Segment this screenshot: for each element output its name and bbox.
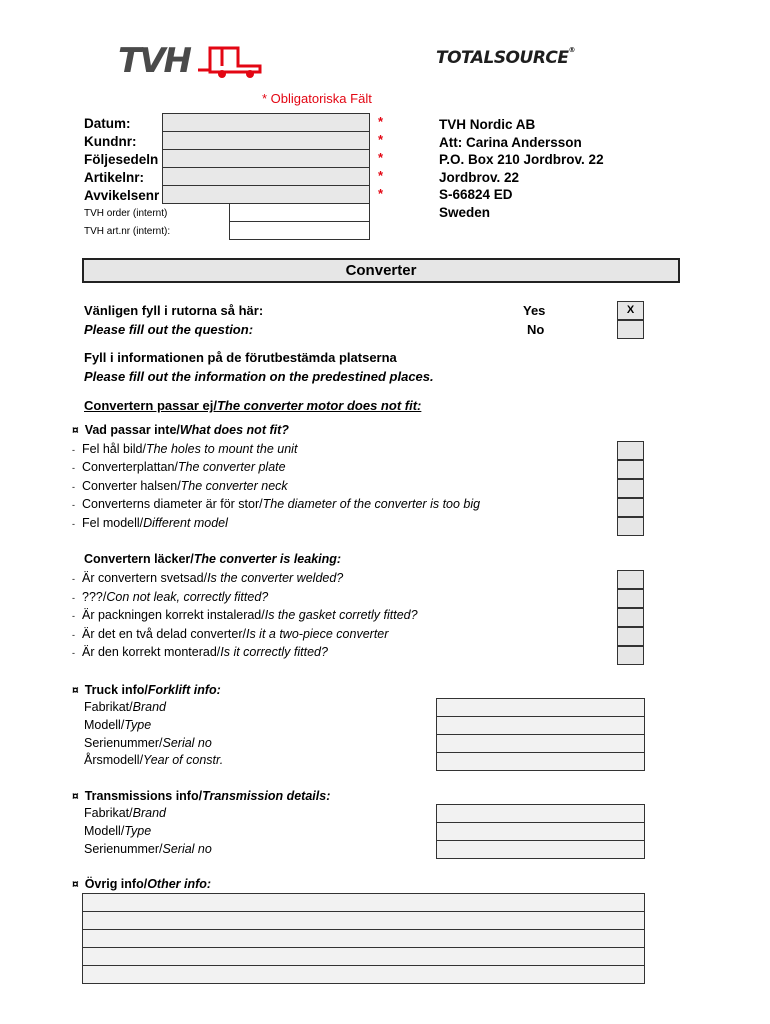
leaking-heading: Convertern läcker/The converter is leaking: — [84, 552, 342, 566]
address-line: Jordbrov. 22 — [439, 169, 520, 185]
label-datum: Datum: — [84, 116, 131, 131]
checkbox-model[interactable] — [617, 517, 644, 536]
required-star: * — [378, 168, 384, 183]
truck-year-field[interactable] — [436, 752, 645, 771]
artikelnr-field[interactable] — [162, 167, 370, 186]
label-tvh-artnr: TVH art.nr (internt): — [84, 226, 171, 237]
other-info-line[interactable] — [82, 929, 645, 948]
checkbox-mark: X — [626, 304, 635, 316]
list-item: - ???/Con not leak, correctly fitted? — [72, 590, 269, 604]
kundnr-field[interactable] — [162, 131, 370, 150]
truck-brand-field[interactable] — [436, 698, 645, 717]
yes-label: Yes — [523, 303, 546, 318]
other-info-line[interactable] — [82, 911, 645, 930]
address-block — [439, 116, 604, 222]
checkbox-plate[interactable] — [617, 460, 644, 479]
list-item: - Är den korrekt monterad/Is it correctly fitted? — [72, 645, 328, 659]
not-fit-heading: Convertern passar ej/The converter motor does not fit: — [84, 398, 422, 413]
info-instruction-sv: Fyll i informationen på de förutbestämda platserna — [84, 350, 397, 365]
truck-serial-field[interactable] — [436, 734, 645, 753]
required-star: * — [378, 114, 384, 129]
address-line: Sweden — [439, 204, 491, 220]
transmission-brand-label: Fabrikat/Brand — [84, 806, 166, 820]
checkbox-neck[interactable] — [617, 479, 644, 498]
foljesedeln-field[interactable] — [162, 149, 370, 168]
label-foljesedeln: Följesedeln — [84, 152, 159, 167]
checkbox-diameter[interactable] — [617, 498, 644, 517]
truck-type-label: Modell/Type — [84, 718, 152, 732]
tvh-order-field[interactable] — [229, 203, 370, 222]
bullet-icon: ¤ — [72, 789, 79, 803]
dash-icon: - — [72, 500, 75, 510]
list-item: - Är convertern svetsad/Is the converter welded? — [72, 571, 344, 585]
example-no-checkbox[interactable] — [617, 320, 644, 339]
required-star: * — [378, 150, 384, 165]
dash-icon: - — [72, 648, 75, 658]
section-title-banner: Converter — [82, 258, 680, 283]
checkbox-welded[interactable] — [617, 570, 644, 589]
dash-icon: - — [72, 519, 75, 529]
checkbox-not-leak[interactable] — [617, 589, 644, 608]
list-item: - Är det en två delad converter/Is it a two-piece converter — [72, 627, 389, 641]
transmission-type-label: Modell/Type — [84, 824, 152, 838]
datum-field[interactable] — [162, 113, 370, 132]
transmission-brand-field[interactable] — [436, 804, 645, 823]
dash-icon: - — [72, 445, 75, 455]
instruction-sv: Vänligen fyll i rutorna så här: — [84, 303, 264, 318]
list-item: - Fel modell/Different model — [72, 516, 228, 530]
required-star: * — [378, 132, 384, 147]
transmission-info-heading: ¤ Transmissions info/Transmission details: — [72, 789, 331, 803]
transmission-serial-field[interactable] — [436, 840, 645, 859]
bullet-icon: ¤ — [72, 683, 79, 697]
list-item: - Fel hål bild/The holes to mount the unit — [72, 442, 298, 456]
transmission-serial-label: Serienummer/Serial no — [84, 842, 212, 856]
checkbox-fitted[interactable] — [617, 646, 644, 665]
truck-brand-label: Fabrikat/Brand — [84, 700, 166, 714]
truck-year-label: Årsmodell/Year of constr. — [84, 753, 224, 767]
truck-type-field[interactable] — [436, 716, 645, 735]
not-fit-question: ¤ Vad passar inte/What does not fit? — [72, 423, 289, 437]
svg-text:TVH: TVH — [118, 41, 190, 80]
list-item: - Converterplattan/The converter plate — [72, 460, 286, 474]
tvh-logo — [118, 40, 268, 80]
no-label: No — [527, 322, 545, 337]
checkbox-two-piece[interactable] — [617, 627, 644, 646]
dash-icon: - — [72, 482, 75, 492]
dash-icon: - — [72, 611, 75, 621]
instruction-en: Please fill out the question: — [84, 322, 254, 337]
info-instruction-en: Please fill out the information on the predestined places. — [84, 369, 434, 384]
truck-info-heading: ¤ Truck info/Forklift info: — [72, 683, 221, 697]
bullet-icon: ¤ — [72, 877, 79, 891]
other-info-heading: ¤ Övrig info/Other info: — [72, 877, 212, 891]
example-yes-checkbox[interactable] — [617, 301, 644, 320]
transmission-type-field[interactable] — [436, 822, 645, 841]
list-item: - Converterns diameter är för stor/The diameter of the converter is too big — [72, 497, 481, 511]
label-avvikelsenr: Avvikelsenr — [84, 188, 160, 203]
dash-icon: - — [72, 574, 75, 584]
list-item: - Converter halsen/The converter neck — [72, 479, 288, 493]
dash-icon: - — [72, 630, 75, 640]
totalsource-logo: TOTALSOURCE® — [436, 46, 575, 68]
required-star: * — [378, 186, 384, 201]
dash-icon: - — [72, 463, 75, 473]
checkbox-holes[interactable] — [617, 441, 644, 460]
checkbox-gasket[interactable] — [617, 608, 644, 627]
address-line: Att: Carina Andersson — [439, 134, 582, 150]
avvikelsenr-field[interactable] — [162, 185, 370, 204]
list-item: - Är packningen korrekt instalerad/Is the gasket corretly fitted? — [72, 608, 418, 622]
label-artikelnr: Artikelnr: — [84, 170, 145, 185]
address-line: S-66824 ED — [439, 187, 513, 203]
bullet-icon: ¤ — [72, 423, 79, 437]
dash-icon: - — [72, 593, 75, 603]
other-info-line[interactable] — [82, 965, 645, 984]
address-line: P.O. Box 210 Jordbrov. 22 — [439, 152, 604, 168]
truck-serial-label: Serienummer/Serial no — [84, 736, 212, 750]
address-line: TVH Nordic AB — [439, 117, 536, 132]
other-info-line[interactable] — [82, 947, 645, 966]
required-note: * Obligatoriska Fält — [262, 91, 372, 106]
tvh-artnr-field[interactable] — [229, 221, 370, 240]
other-info-line[interactable] — [82, 893, 645, 912]
label-kundnr: Kundnr: — [84, 134, 137, 149]
label-tvh-order: TVH order (internt) — [84, 208, 168, 219]
